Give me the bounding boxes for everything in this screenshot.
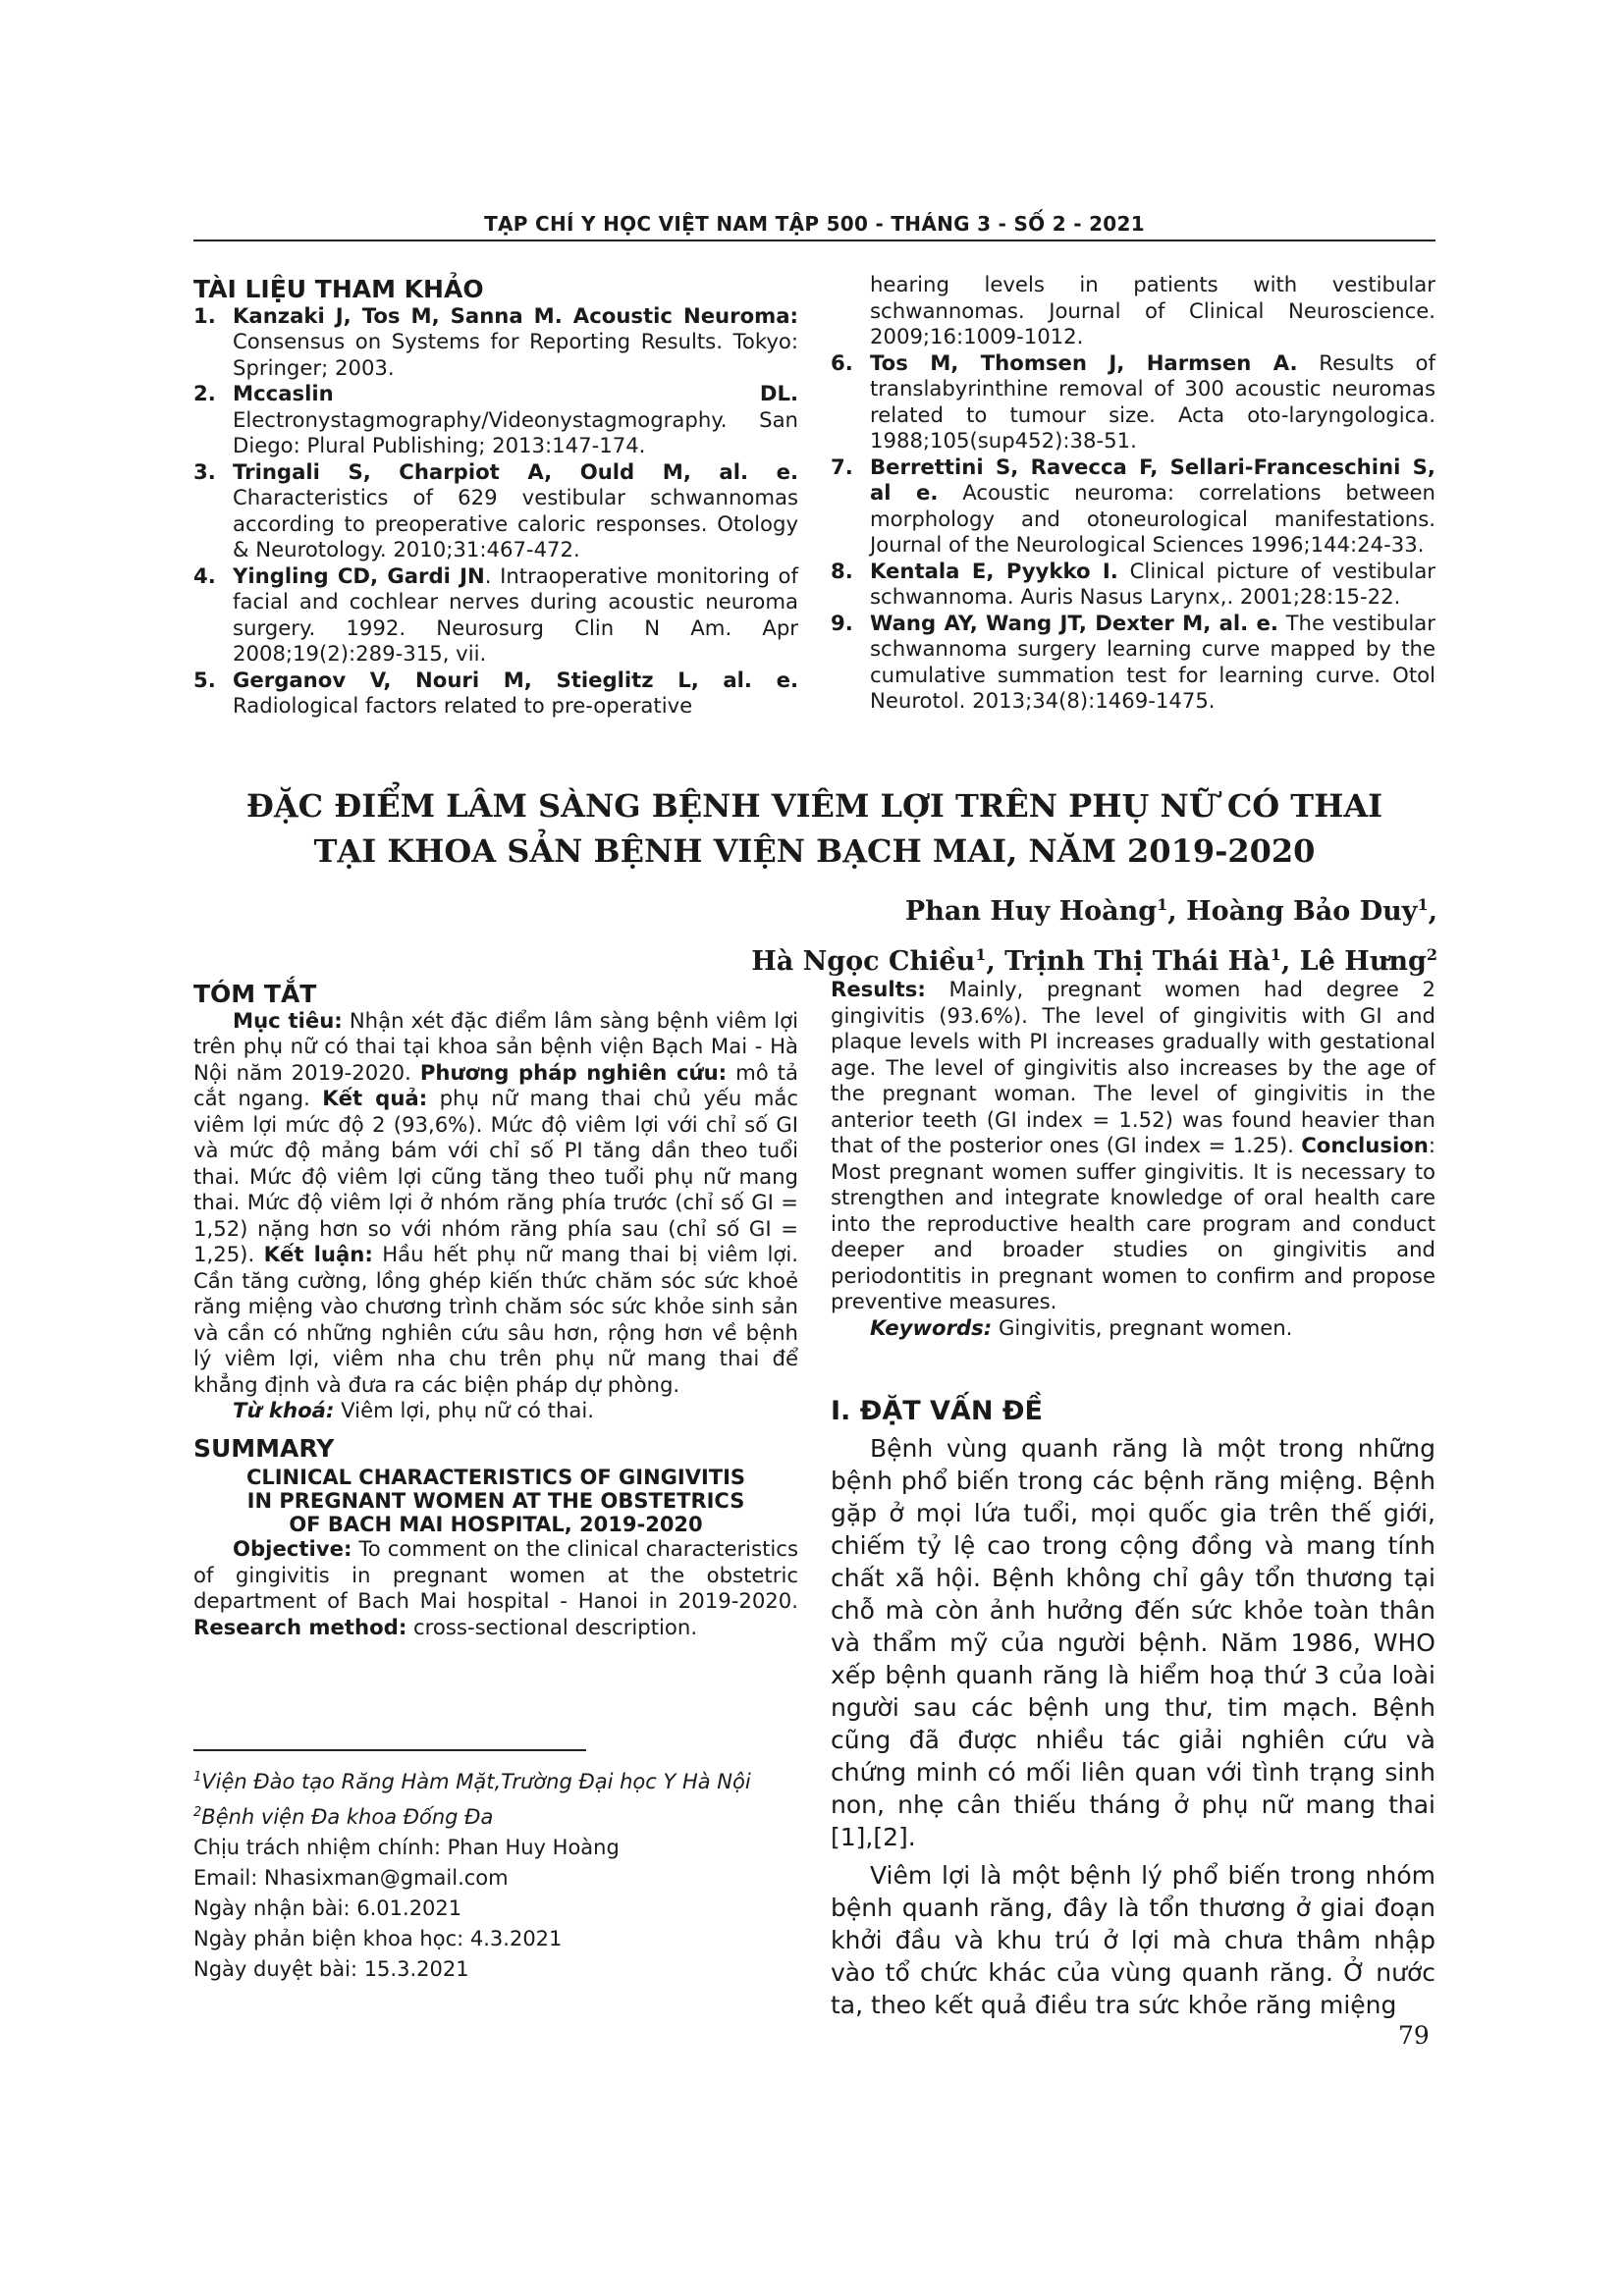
reference-item: 1. Kanzaki J, Tos M, Sanna M. Acoustic Neuroma: Consensus on Systems for Reporting Results. Tokyo: Springer; 2003. xyxy=(193,302,798,380)
author-name: Phan Huy Hoàng xyxy=(904,896,1158,927)
affiliation-marker: 1 xyxy=(1270,945,1281,964)
footnotes xyxy=(193,1762,802,1985)
author-name: Hoàng Bảo Duy xyxy=(1186,896,1418,927)
intro-section xyxy=(831,1395,1435,2021)
reviewed-date: Ngày phản biện khoa học: 4.3.2021 xyxy=(193,1927,563,1950)
received-date: Ngày nhận bài: 6.01.2021 xyxy=(193,1896,462,1920)
abstract-left-column xyxy=(193,982,798,1640)
journal-header: TẠP CHÍ Y HỌC VIỆT NAM TẬP 500 - THÁNG 3 - SỐ 2 - 2021 xyxy=(484,212,1145,236)
approved-date: Ngày duyệt bài: 15.3.2021 xyxy=(193,1957,469,1981)
intro-paragraph: Viêm lợi là một bệnh lý phổ biến trong nhóm bệnh quanh răng, đây là tổn thương ở giai đoạn khởi đầu và khu trú ở lợi mà chưa thâm nhập vào tổ chức khác của vùng quanh răng. Ở nước ta, theo kết quả điều tra sức khỏe răng miệng xyxy=(831,1861,1435,2019)
page-number: 79 xyxy=(1398,2021,1430,2050)
summary-title: CLINICAL CHARACTERISTICS OF GINGIVITIS IN PREGNANT WOMEN AT THE OBSTETRICS OF BACH MAI HOSPITAL, 2019-2020 xyxy=(245,1466,746,1536)
header-rule xyxy=(193,240,1435,241)
abstract-vi-heading: TÓM TẮT xyxy=(193,980,317,1008)
intro-paragraph: Bệnh vùng quanh răng là một trong những bệnh phổ biến trong các bệnh răng miệng. Bệnh gặp ở mọi lứa tuổi, mọi quốc gia trên thế giới, chiếm tỷ lệ cao trong cộng đồng và mang tính chất xã hội. Bệnh không chỉ gây tổn thương tại chỗ mà còn ảnh hưởng đến sức khỏe toàn thân và thẩm mỹ của người bệnh. Năm 1986, WHO xếp bệnh quanh răng là hiểm hoạ thứ 3 của loài người sau các bệnh ung thư, tim mạch. Bệnh cũng đã được nhiều tác giải nghiên cứu và chứng minh có mối liên quan với tình trạng sinh non, nhẹ cân thiếu tháng ở phụ nữ mang thai [1],[2]. xyxy=(831,1434,1435,1851)
affiliation-footnote: $^2$Bệnh viện Đa khoa Đống Đa xyxy=(193,1805,494,1829)
references-heading: TÀI LIỆU THAM KHẢO xyxy=(193,275,484,303)
affiliation-marker: 1 xyxy=(975,945,987,964)
abstract-vi-body: Mục tiêu: Nhận xét đặc điểm lâm sàng bệnh viêm lợi trên phụ nữ có thai tại khoa sản bệnh viện Bạch Mai - Hà Nội năm 2019-2020. Phương pháp nghiên cứu: mô tả cắt ngang. Kết quả: phụ nữ mang thai chủ yếu mắc viêm lợi mức độ 2 (93,6%). Mức độ viêm lợi với chỉ số GI và mức độ mảng bám với chỉ số PI tăng dần theo tuổi thai. Mức độ viêm lợi cũng tăng theo tuổi phụ nữ mang thai. Mức độ viêm lợi ở nhóm răng phía trước (chỉ số GI = 1,52) nặng hơn so với nhóm răng phía sau (chỉ số GI = 1,25). Kết luận: Hầu hết phụ nữ mang thai bị viêm lợi. Cần tăng cường, lồng ghép kiến thức chăm sóc sức khoẻ răng miệng vào chương trình chăm sóc sức khỏe sinh sản và cần có những nghiên cứu sâu hơn, rộng hơn về bệnh lý viêm lợi, viêm nha chu trên phụ nữ mang thai để khẳng định và đưa ra các biện pháp dự phòng. xyxy=(193,1007,798,1397)
references-left-column xyxy=(193,277,798,720)
article-title xyxy=(193,783,1435,874)
author-list: Phan Huy Hoàng$^1$, Hoàng Bảo Duy$^1$, Hà Ngọc Chiều$^1$, Trịnh Thị Thái $Hà^1$, Lê Hưng$^2$ xyxy=(751,895,1437,977)
reference-item: 7. Berrettini S, Ravecca F, Sellari-Franceschini S, al e. Acoustic neuroma: correlations between morphology and otoneurological manifestations. Journal of the Neurological Sciences 1996;144:24-33. xyxy=(831,454,1435,557)
affiliation-footnote: $^1$Viện Đào tạo Răng Hàm Mặt,Trường Đại học Y Hà Nội xyxy=(193,1770,751,1793)
affiliation-marker: 2 xyxy=(1426,945,1437,964)
keywords-en: Keywords: Gingivitis, pregnant women. xyxy=(870,1314,1293,1340)
keywords-vi: Từ khoá: Viêm lợi, phụ nữ có thai. xyxy=(233,1398,595,1422)
affiliation-marker: 1 xyxy=(1417,895,1429,914)
author-name: Trịnh Thị Thái Hà xyxy=(1004,946,1271,977)
reference-item-continued: hearing levels in patients with vestibular schwannomas. Journal of Clinical Neuroscience. 2009;16:1009-1012. xyxy=(870,272,1435,348)
corresponding-author: Chịu trách nhiệm chính: Phan Huy Hoàng xyxy=(193,1836,620,1859)
summary-body-continued: Results: Mainly, pregnant women had degree 2 gingivitis (93.6%). The level of gingivitis with GI and plaque levels with PI increases gradually with gestational age. The level of gingivitis also increases by the age of the pregnant woman. The level of gingivitis in the anterior teeth (GI index = 1.52) was found heavier than that of the posterior ones (GI index = 1.25). Conclusion: Most pregnant women suffer gingivitis. It is necessary to strengthen and integrate knowledge of oral health care into the reproductive health care program and conduct deeper and broader studies on gingivitis and periodontitis in pregnant women to confirm and propose preventive measures. xyxy=(831,977,1435,1313)
summary-right-column xyxy=(831,977,1435,1341)
intro-heading: I. ĐẶT VẤN ĐỀ xyxy=(831,1396,1043,1426)
reference-item: 3. Tringali S, Charpiot A, Ould M, al. e. Characteristics of 629 vestibular schwannomas according to preoperative caloric responses. Otology & Neurotology. 2010;31:467-472. xyxy=(193,458,798,561)
article-title-line: ĐẶC ĐIỂM LÂM SÀNG BỆNH VIÊM LỢI TRÊN PHỤ NỮ CÓ THAI xyxy=(245,787,1383,825)
affiliation-marker: 1 xyxy=(1157,895,1168,914)
author-name: Lê Hưng xyxy=(1299,946,1427,977)
reference-item: 4. Yingling CD, Gardi JN. Intraoperative monitoring of facial and cochlear nerves during acoustic neuroma surgery. 1992. Neurosurg Clin N Am. Apr 2008;19(2):289-315, vii. xyxy=(193,562,798,666)
references-right-column xyxy=(831,272,1435,715)
reference-item: 6. Tos M, Thomsen J, Harmsen A. Results of translabyrinthine removal of 300 acoustic neuromas related to tumour size. Acta oto-laryngologica. 1988;105(sup452):38-51. xyxy=(831,349,1435,453)
author-name: Hà Ngọc Chiều xyxy=(751,946,976,977)
reference-item: 8. Kentala E, Pyykko I. Clinical picture of vestibular schwannoma. Auris Nasus Larynx,. 2001;28:15-22. xyxy=(831,558,1436,609)
summary-body-start: Objective: To comment on the clinical characteristics of gingivitis in pregnant women at the obstetric department of Bach Mai hospital - Hanoi in 2019-2020. Research method: cross-sectional description. xyxy=(193,1536,798,1639)
summary-heading: SUMMARY xyxy=(193,1433,335,1463)
reference-item: 9. Wang AY, Wang JT, Dexter M, al. e. The vestibular schwannoma surgery learning curve mapped by the cumulative summation test for learning curve. Otol Neurotol. 2013;34(8):1469-1475. xyxy=(831,610,1435,713)
reference-item: 2. Mccaslin DL. Electronystagmography/Videonystagmography. San Diego: Plural Publishing; 2013:147-174. xyxy=(193,381,798,457)
reference-item: 5. Gerganov V, Nouri M, Stieglitz L, al. e. Radiological factors related to pre-operative xyxy=(193,667,798,718)
footnote-rule xyxy=(193,1749,586,1751)
article-title-line: TẠI KHOA SẢN BỆNH VIỆN BẠCH MAI, NĂM 2019-2020 xyxy=(313,832,1316,870)
email: Email: Nhasixman@gmail.com xyxy=(193,1866,509,1890)
